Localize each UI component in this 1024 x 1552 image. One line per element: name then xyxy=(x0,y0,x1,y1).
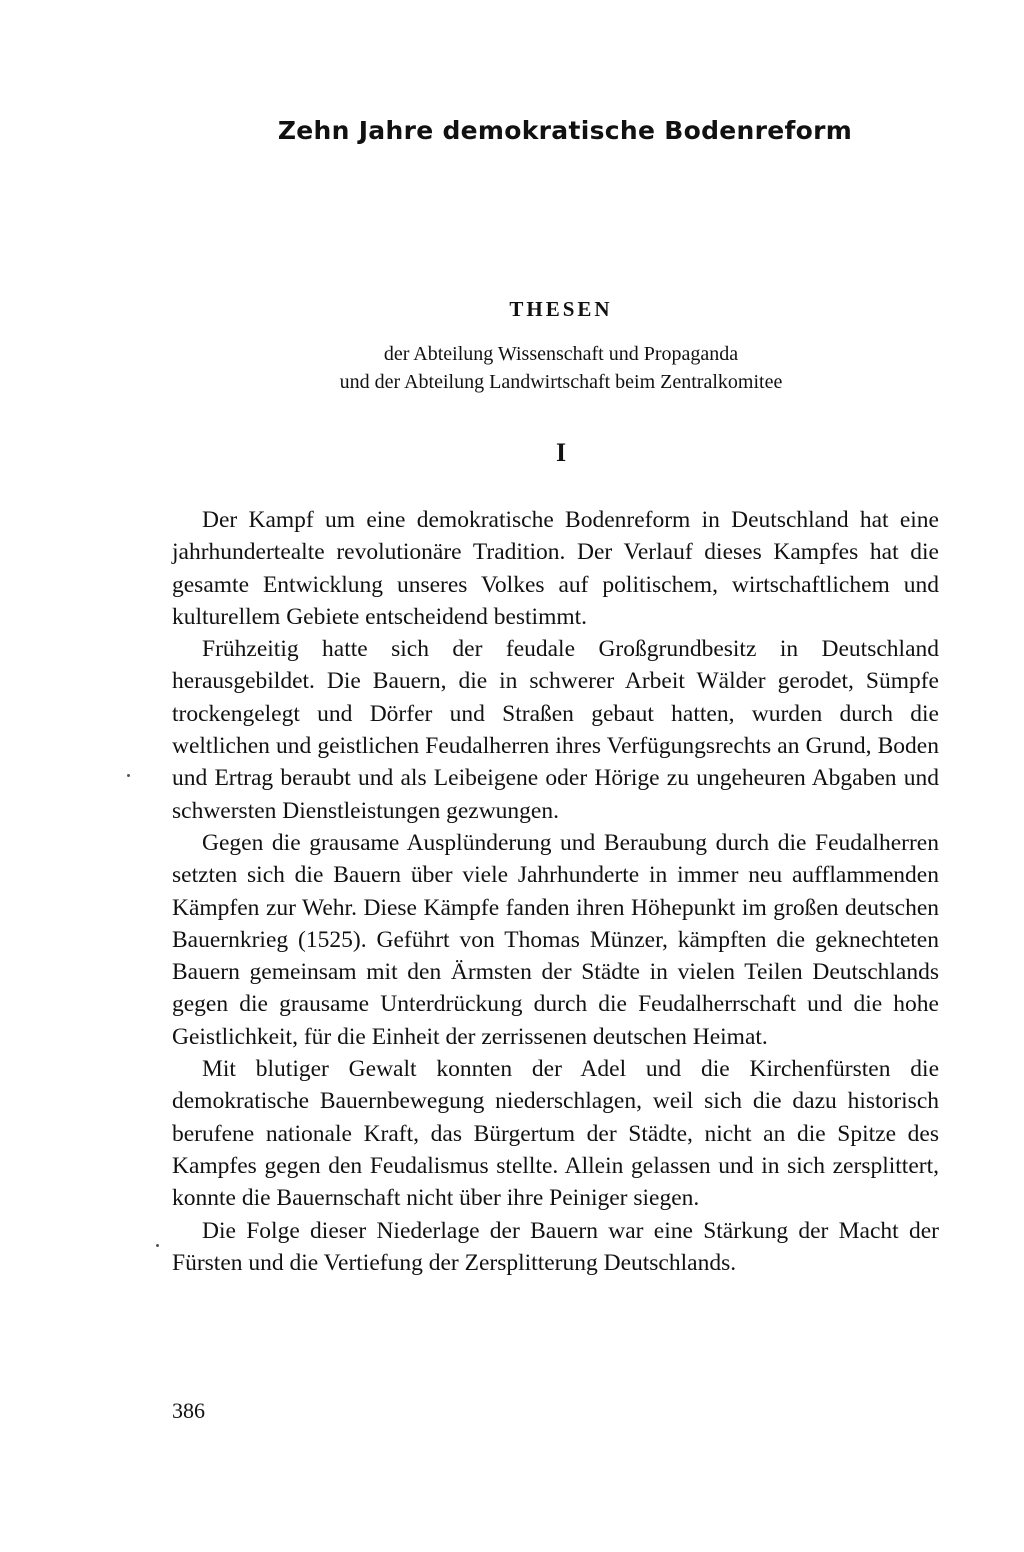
subtitle-line: und der Abteilung Landwirtschaft beim Zentralkomitee xyxy=(339,371,783,393)
print-speck xyxy=(156,1244,159,1247)
paragraph: Mit blutiger Gewalt konnten der Adel und die Kirchenfürsten die demokratische Bauernbewegung niederschlagen, weil sich die dazu historisch berufene nationale Kraft, das Bürgertum der Städte, nicht an die Spitze des Kampfes gegen den Feudalismus stellte. Allein gelassen und in sich zersplittert, konnte die Bauernschaft nicht über ihre Peiniger siegen. xyxy=(172,1056,939,1212)
heading-subtitle xyxy=(0,340,1024,396)
section-heading: THESEN xyxy=(509,297,613,321)
paragraph: Frühzeitig hatte sich der feudale Großgrundbesitz in Deutschland herausgebildet. Die Bauern, die in schwerer Arbeit Wälder gerodet, Sümpfe trockengelegt und Dörfer und Straßen gebaut hatten, wurden durch die weltlichen und geistlichen Feudalherren ihres Verfügungsrechts an Grund, Boden und Ertrag beraubt und als Leibeigene oder Hörige zu ungeheuren Abgaben und schwersten Dienstleistungen gezwungen. xyxy=(172,636,939,824)
subtitle-line: der Abteilung Wissenschaft und Propaganda xyxy=(383,343,739,365)
print-speck xyxy=(127,774,130,777)
body-text xyxy=(172,504,939,1279)
paragraph: Die Folge dieser Niederlage der Bauern war eine Stärkung der Macht der Fürsten und die Vertiefung der Zersplitterung Deutschlands. xyxy=(172,1217,939,1276)
section-numeral: I xyxy=(555,438,567,467)
chapter-title: Zehn Jahre demokratische Bodenreform xyxy=(277,116,853,145)
page-number: 386 xyxy=(172,1398,205,1423)
paragraph: Gegen die grausame Ausplünderung und Beraubung durch die Feudalherren setzten sich die Bauern über viele Jahrhunderte in immer neu aufflammenden Kämpfen zur Wehr. Diese Kämpfe fanden ihren Höhepunkt im großen deutschen Bauernkrieg (1525). Geführt von Thomas Münzer, kämpften die geknechteten Bauern gemeinsam mit den Ärmsten der Städte in vielen Teilen Deutschlands gegen die grausame Unterdrückung durch die Feudalherrschaft und die hohe Geistlichkeit, für die Einheit der zerrissenen deutschen Heimat. xyxy=(172,829,939,1050)
paragraph: Der Kampf um eine demokratische Bodenreform in Deutschland hat eine jahrhundertealte revolutionäre Tradition. Der Verlauf dieses Kampfes hat die gesamte Entwicklung unseres Volkes auf politischem, wirtschaftlichem und kulturellem Gebiete entscheidend bestimmt. xyxy=(172,507,939,630)
